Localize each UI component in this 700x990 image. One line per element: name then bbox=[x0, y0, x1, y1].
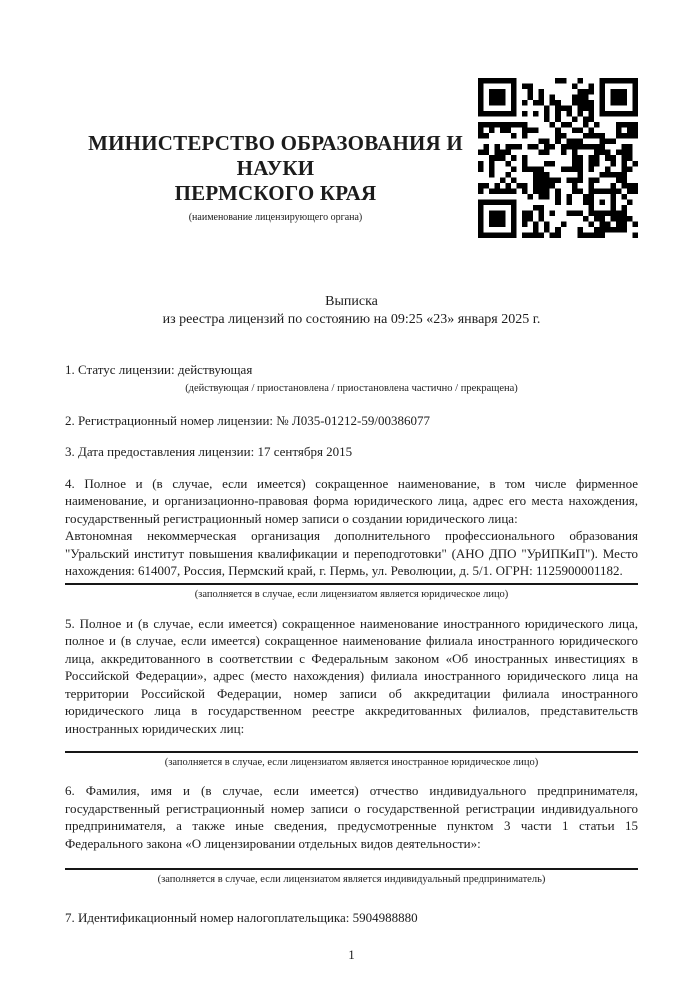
ministry-name-line1: МИНИСТЕРСТВО ОБРАЗОВАНИЯ И НАУКИ bbox=[88, 131, 463, 180]
item-text: 6. Фамилия, имя и (в случае, если имеется) отчество индивидуального предпринимателя, государственный регистрационный номер записи о государственной регистрации индивидуального предпринимателя, а также иные сведения, предусмотренные пунктом 3 части 1 статьи 15 Федерального закона «О лицензировании отдельных видов деятельности»: bbox=[65, 783, 638, 851]
item-text: 1. Статус лицензии: действующая bbox=[65, 362, 253, 377]
item-note: (заполняется в случае, если лицензиатом является юридическое лицо) bbox=[194, 588, 509, 600]
item-legal-entity bbox=[65, 475, 638, 601]
item-individual-entrepreneur bbox=[65, 782, 638, 886]
document-title-line2: из реестра лицензий по состоянию на 09:25 «23» января 2025 г. bbox=[162, 311, 541, 327]
ministry-name bbox=[85, 131, 466, 206]
item-note: (заполняется в случае, если лицензиатом является индивидуальный предприниматель) bbox=[157, 874, 546, 885]
item-text: 2. Регистрационный номер лицензии: № Л035-01212-59/00386077 bbox=[65, 412, 431, 428]
item-note: (заполняется в случае, если лицензиатом является иностранное юридическое лицо) bbox=[164, 757, 539, 768]
header-section bbox=[65, 78, 638, 238]
item-taxpayer-number bbox=[65, 909, 638, 927]
page-number: 1 bbox=[348, 946, 355, 962]
item-text: 5. Полное и (в случае, если имеется) сокращенное наименование иностранного юридического лица, полное и (в случае, если имеется) сокращенное наименование филиала иностранного юридического лица, аккредитованного в соответствии с Федеральным законом «Об иностранных инвестициях в Российской Федерации», адрес (место нахождения) филиала иностранного юридического лица на территории Российской Федерации, номер записи об аккредитации филиала иностранного юридического лица в государственном реестре аккредитованных филиалов, представительств иностранных юридических лиц: bbox=[65, 615, 638, 736]
fill-line bbox=[65, 868, 638, 870]
item-note: (действующая / приостановлена / приостановлена частично / прекращена) bbox=[185, 382, 518, 394]
document-title bbox=[65, 293, 638, 328]
item-text: 3. Дата предоставления лицензии: 17 сентября 2015 bbox=[65, 444, 353, 459]
item-text: 4. Полное и (в случае, если имеется) сокращенное наименование, в том числе фирменное наименование, и организационно-правовая форма юридического лица, адрес его места нахождения, государственный регистрационный номер записи о создании юридического лица: bbox=[65, 475, 638, 526]
ministry-name-line2: ПЕРМСКОГО КРАЯ bbox=[174, 181, 377, 205]
item-license-date bbox=[65, 443, 638, 461]
item-value: Автономная некоммерческая организация дополнительного профессионального образования "Уральский институт повышения квалификации и переподготовки" (АНО ДПО "УрИПКиП"). Место нахождения: 614007, Россия, Пермский край, г. Пермь, ул. Революции, д. 5/1. ОГРН: 1125900001182. bbox=[65, 528, 638, 578]
item-license-status bbox=[65, 361, 638, 395]
fill-line bbox=[65, 751, 638, 753]
licensing-authority-caption: (наименование лицензирующего органа) bbox=[188, 212, 363, 223]
fill-line bbox=[65, 583, 638, 585]
licensing-authority-block bbox=[65, 78, 466, 224]
qr-code-icon bbox=[478, 78, 638, 238]
item-registration-number bbox=[65, 412, 638, 430]
document-title-line1: Выписка bbox=[325, 294, 378, 309]
item-foreign-legal-entity bbox=[65, 615, 638, 770]
item-text: 7. Идентификационный номер налогоплательщика: 5904988880 bbox=[65, 910, 418, 925]
